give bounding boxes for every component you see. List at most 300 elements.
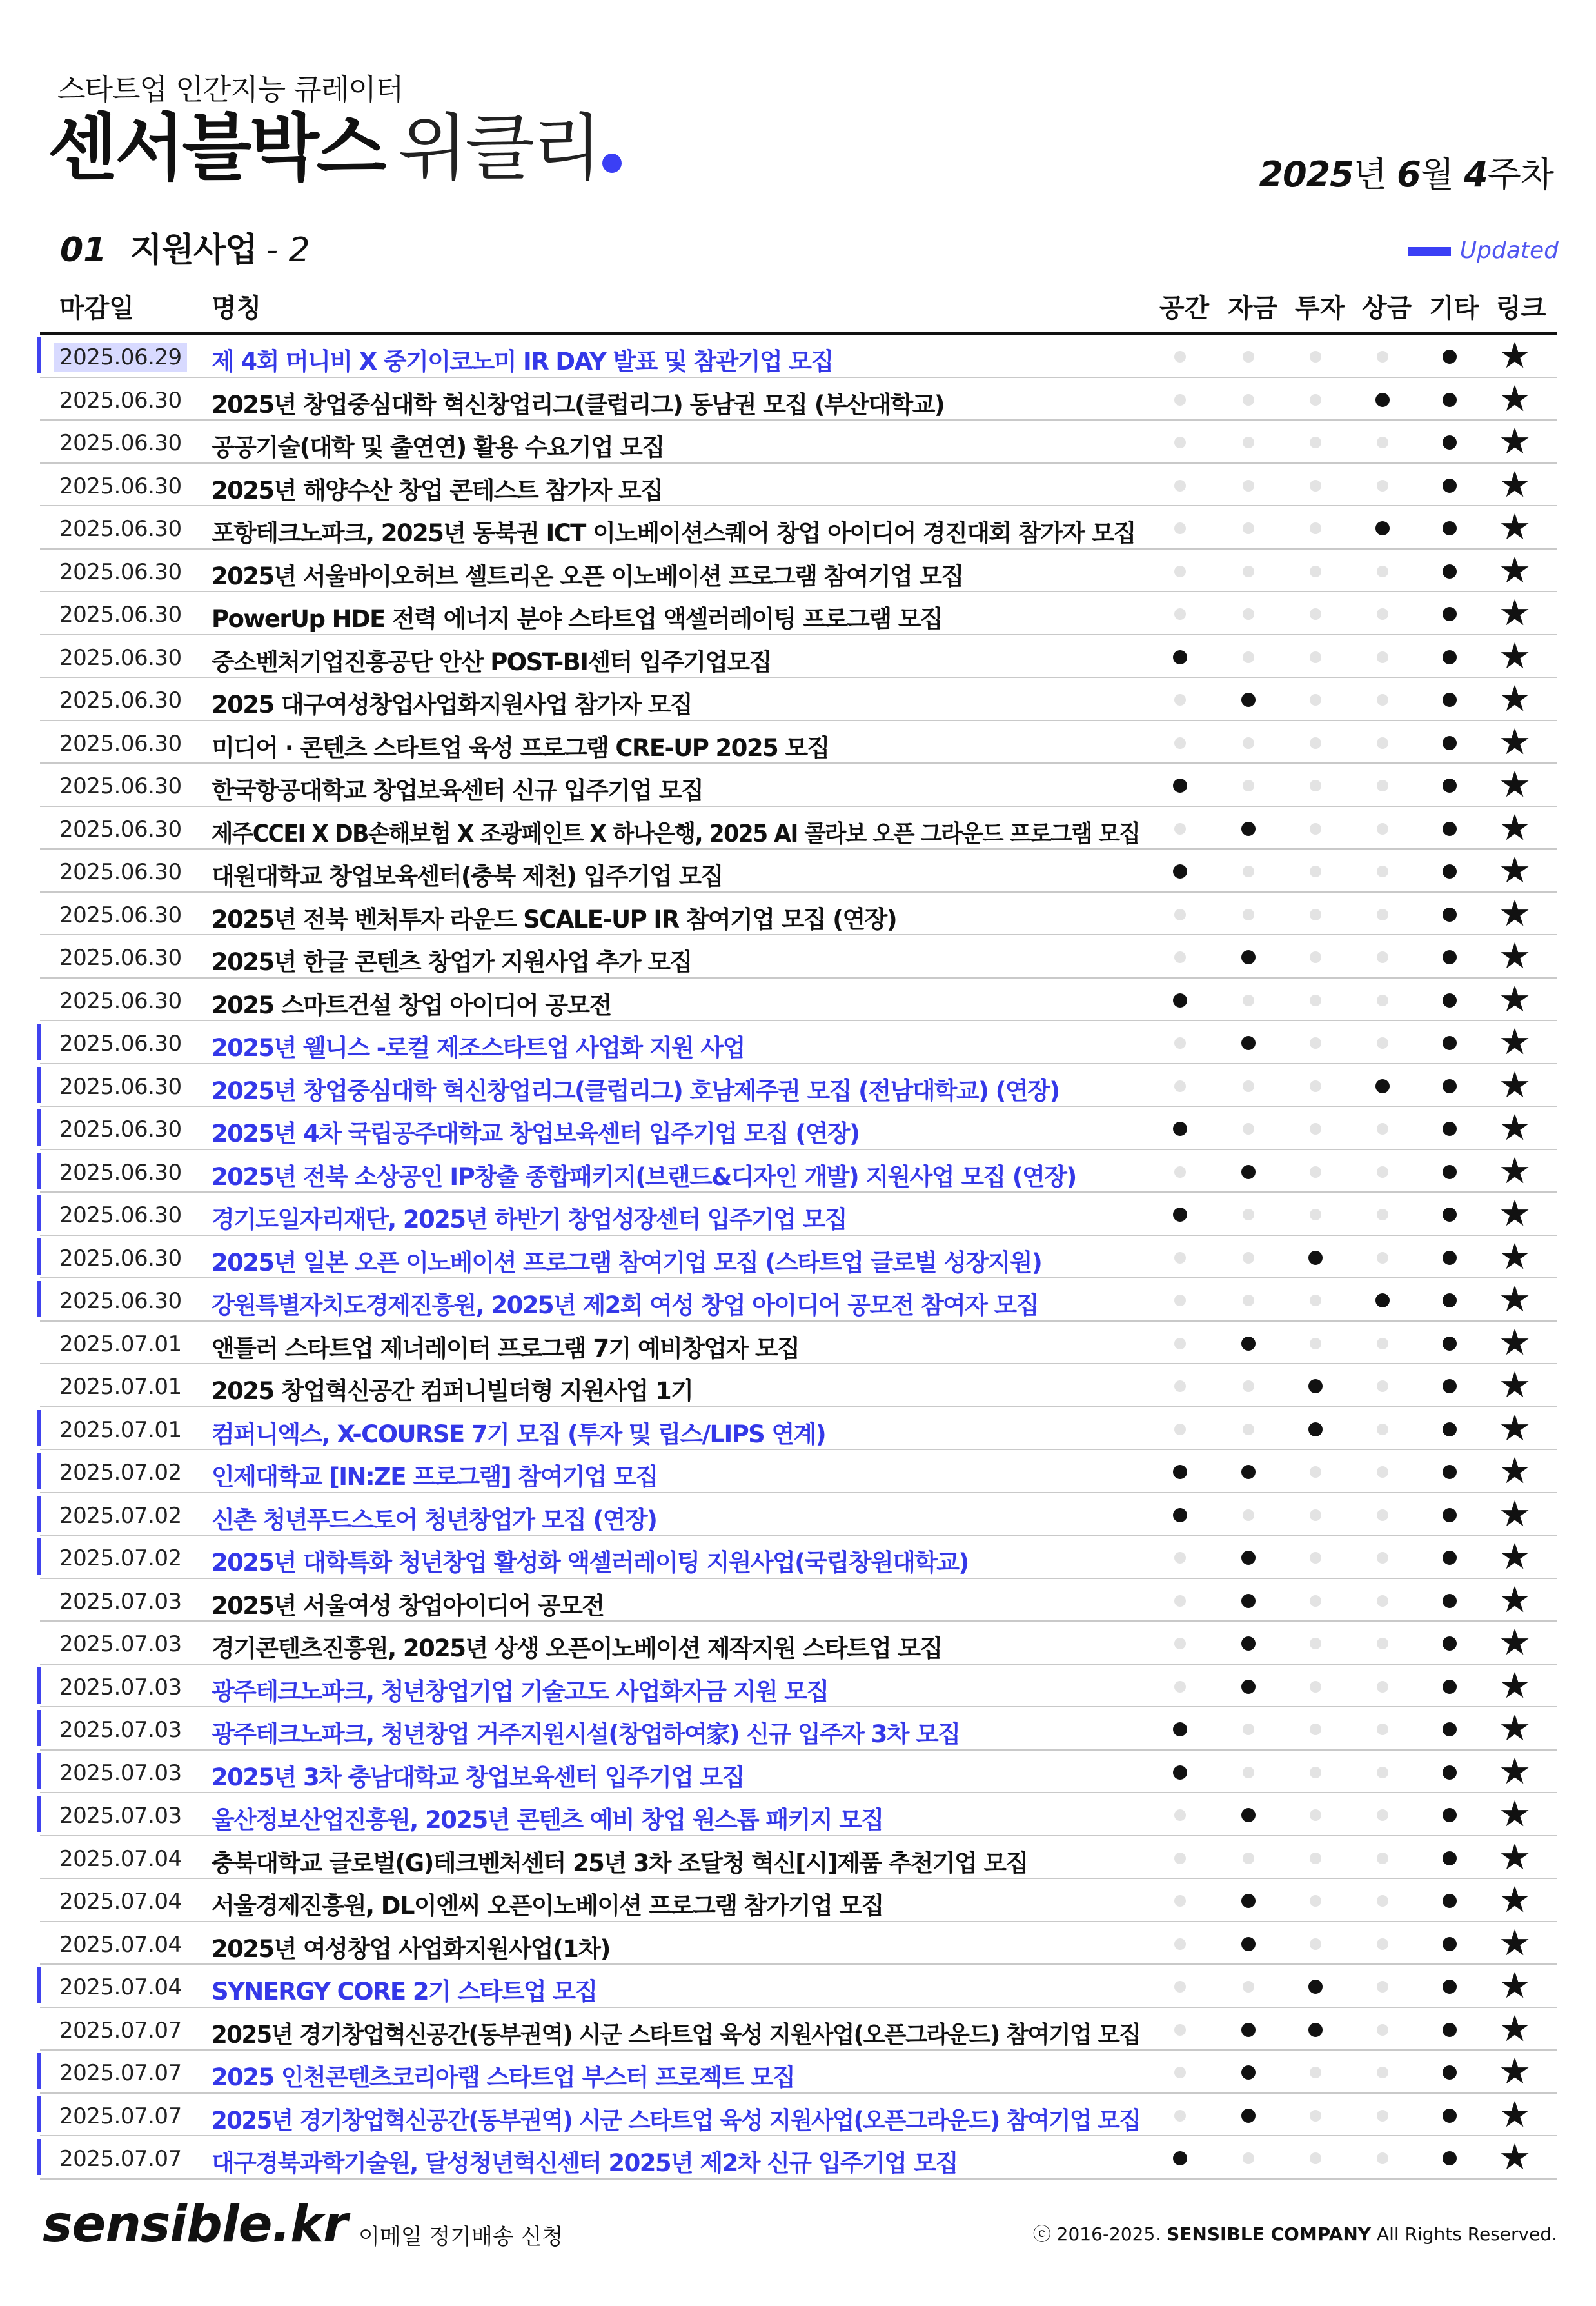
row-deadline: 2025.07.04 [59, 1845, 182, 1872]
flag-other-dot [1443, 1036, 1457, 1050]
row-deadline: 2025.06.30 [59, 644, 182, 671]
table-row [40, 1622, 1557, 1665]
row-deadline: 2025.06.30 [59, 430, 182, 456]
flag-other-dot [1443, 1765, 1457, 1780]
updated-label: Updated [1459, 237, 1559, 264]
row-deadline: 2025.07.04 [59, 1974, 182, 2000]
flag-funding-dot [1243, 866, 1254, 877]
flag-investment-dot [1310, 566, 1321, 577]
row-deadline: 2025.06.30 [59, 773, 182, 799]
row-deadline: 2025.06.30 [59, 688, 182, 713]
link-star-icon[interactable]: ★ [1499, 1493, 1532, 1535]
row-title[interactable]: 신촌 청년푸드스토어 청년창업가 모집 (연장) [212, 1506, 657, 1534]
flag-other-dot [1443, 1165, 1457, 1179]
link-star-icon[interactable]: ★ [1499, 1450, 1532, 1492]
flag-investment-dot [1310, 1853, 1321, 1864]
flag-prize-dot [1377, 1037, 1388, 1049]
link-star-icon[interactable]: ★ [1499, 1578, 1532, 1621]
table-row [40, 1064, 1557, 1108]
flag-investment-dot [1310, 694, 1321, 706]
flag-space-dot [1174, 823, 1186, 835]
flag-prize-dot [1377, 2152, 1388, 2164]
row-title[interactable]: 한국항공대학교 창업보육센터 신규 입주기업 모집 [212, 777, 704, 804]
flag-investment-dot [1310, 1123, 1321, 1135]
link-star-icon[interactable]: ★ [1499, 1235, 1532, 1278]
row-title[interactable]: 대구경북과학기술원, 달성청년혁신센터 2025년 제2차 신규 입주기업 모집 [212, 2149, 958, 2177]
row-title[interactable]: 2025년 한글 콘텐츠 창업가 지원사업 추가 모집 [212, 948, 692, 976]
row-title[interactable]: 경기도일자리재단, 2025년 하반기 창업성장센터 입주기업 모집 [212, 1206, 847, 1233]
flag-funding-dot [1243, 351, 1254, 363]
flag-space-dot [1174, 951, 1186, 963]
flag-prize-dot [1377, 737, 1388, 749]
row-title[interactable]: 2025년 경기창업혁신공간(동부권역) 시군 스타트업 육성 지원사업(오픈그라운드) 참여기업 모집 [212, 2020, 1141, 2049]
flag-funding-dot [1243, 1252, 1254, 1264]
flag-funding-dot [1241, 1551, 1256, 1565]
updated-bar-icon [1408, 247, 1451, 256]
row-title[interactable]: 중소벤처기업진흥공단 안산 POST-BI센터 입주기업모집 [212, 648, 771, 676]
flag-funding-dot [1243, 909, 1254, 920]
flag-investment-dot [1308, 2023, 1323, 2037]
row-deadline: 2025.06.30 [59, 602, 182, 628]
link-star-icon[interactable]: ★ [1499, 1707, 1532, 1749]
row-deadline: 2025.06.29 [54, 343, 187, 372]
flag-investment-dot [1310, 480, 1321, 492]
flag-other-dot [1443, 779, 1457, 793]
col-deadline: 마감일 [59, 293, 134, 323]
flag-prize-dot [1375, 393, 1390, 407]
flag-other-dot [1443, 1508, 1457, 1522]
flag-space-dot [1174, 437, 1186, 448]
flag-funding-dot [1241, 2023, 1256, 2037]
row-title[interactable]: 2025년 경기창업혁신공간(동부권역) 시군 스타트업 육성 지원사업(오픈그라운드) 참여기업 모집 [212, 2106, 1141, 2134]
row-deadline: 2025.06.30 [59, 1245, 182, 1271]
flag-space-dot [1174, 2067, 1186, 2078]
flag-investment-dot [1310, 1938, 1321, 1950]
row-title[interactable]: 광주테크노파크, 청년창업 거주지원시설(창업하여家) 신규 입주자 3차 모집 [212, 1720, 960, 1748]
flag-funding-dot [1243, 1767, 1254, 1778]
flag-prize-dot [1377, 866, 1388, 877]
flag-space-dot [1173, 1122, 1187, 1136]
link-star-icon[interactable]: ★ [1499, 635, 1532, 677]
row-title[interactable]: 2025년 4차 국립공주대학교 창업보육센터 입주기업 모집 (연장) [212, 1120, 860, 1148]
flag-space-dot [1174, 1080, 1186, 1092]
flag-prize-dot [1377, 1209, 1388, 1220]
flag-investment-dot [1310, 1509, 1321, 1521]
row-title[interactable]: 2025년 전북 소상공인 IP창출 종합패키지(브랜드&디자인 개발) 지원사업 모집 (연장) [212, 1162, 1076, 1191]
row-title[interactable]: 대원대학교 창업보육센터(충북 제천) 입주기업 모집 [212, 862, 723, 890]
table-row [40, 506, 1557, 550]
flag-prize-dot [1377, 1895, 1388, 1907]
row-title[interactable]: SYNERGY CORE 2기 스타트업 모집 [212, 1978, 597, 2005]
flag-investment-dot [1310, 1638, 1321, 1649]
flag-other-dot [1443, 1636, 1457, 1651]
flag-space-dot [1174, 1681, 1186, 1693]
flag-other-dot [1443, 350, 1457, 364]
link-star-icon[interactable]: ★ [1499, 2007, 1532, 2050]
link-star-icon[interactable]: ★ [1499, 592, 1532, 634]
link-star-icon[interactable]: ★ [1499, 892, 1532, 935]
flag-investment-dot [1310, 437, 1321, 448]
row-deadline: 2025.06.30 [59, 945, 182, 971]
link-star-icon[interactable]: ★ [1499, 1064, 1532, 1106]
flag-other-dot [1443, 2023, 1457, 2037]
link-star-icon[interactable]: ★ [1499, 678, 1532, 720]
table-row [40, 1107, 1557, 1150]
flag-other-dot [1443, 864, 1457, 879]
table-row [40, 678, 1557, 721]
row-title[interactable]: 강원특별자치도경제진흥원, 2025년 제2회 여성 창업 아이디어 공모전 참여자 모집 [212, 1291, 1038, 1319]
flag-prize-dot [1377, 780, 1388, 791]
flag-space-dot [1174, 1809, 1186, 1821]
updated-marker [37, 1410, 41, 1446]
table-row [40, 1922, 1557, 1965]
link-star-icon[interactable]: ★ [1499, 421, 1532, 462]
updated-marker [37, 1967, 41, 2003]
flag-other-dot [1443, 1251, 1457, 1265]
row-title[interactable]: 서울경제진흥원, DL이엔씨 오픈이노베이션 프로그램 참가기업 모집 [212, 1892, 883, 1920]
row-deadline: 2025.06.30 [59, 387, 182, 413]
link-star-icon[interactable]: ★ [1499, 506, 1532, 548]
flag-space-dot [1173, 1722, 1187, 1736]
row-title[interactable]: 울산정보산업진흥원, 2025년 콘텐츠 예비 창업 원스톱 패키지 모집 [212, 1806, 883, 1834]
link-star-icon[interactable]: ★ [1499, 2136, 1532, 2178]
table-row [40, 1707, 1557, 1751]
flag-other-dot [1443, 564, 1457, 579]
link-star-icon[interactable]: ★ [1499, 935, 1532, 977]
link-star-icon[interactable]: ★ [1499, 2051, 1532, 2092]
brand-logo[interactable]: sensible.kr [43, 2196, 348, 2254]
row-title[interactable]: 미디어 · 콘텐츠 스타트업 육성 프로그램 CRE-UP 2025 모집 [212, 733, 829, 762]
link-star-icon[interactable]: ★ [1499, 1664, 1532, 1707]
flag-space-dot [1174, 522, 1186, 534]
flag-other-dot [1443, 1379, 1457, 1393]
row-deadline: 2025.07.07 [59, 2060, 182, 2086]
link-star-icon[interactable]: ★ [1499, 721, 1532, 763]
flag-other-dot [1443, 1722, 1457, 1736]
flag-space-dot [1173, 1765, 1187, 1780]
table-row [40, 550, 1557, 593]
flag-other-dot [1443, 1851, 1457, 1865]
row-deadline: 2025.06.30 [59, 559, 182, 585]
flag-funding-dot [1241, 1937, 1256, 1951]
week-label [1259, 147, 1553, 197]
flag-investment-dot [1310, 1809, 1321, 1821]
link-star-icon[interactable]: ★ [1499, 1836, 1532, 1878]
link-star-icon[interactable]: ★ [1499, 978, 1532, 1020]
flag-funding-dot [1243, 1424, 1254, 1435]
flag-other-dot [1443, 1937, 1457, 1951]
flag-prize-dot [1377, 1338, 1388, 1349]
updated-marker [37, 337, 41, 373]
flag-space-dot [1174, 1338, 1186, 1349]
row-title[interactable]: 충북대학교 글로벌(G)테크벤처센터 25년 3차 조달청 혁신[시]제품 추천기업 모집 [212, 1849, 1028, 1877]
flag-prize-dot [1377, 2110, 1388, 2122]
updated-marker [37, 1496, 41, 1532]
row-deadline: 2025.06.30 [59, 859, 182, 885]
flag-prize-dot [1377, 437, 1388, 448]
link-star-icon[interactable]: ★ [1499, 1922, 1532, 1964]
link-star-icon[interactable]: ★ [1499, 1407, 1532, 1449]
row-title[interactable]: 2025년 웰니스 -로컬 제조스타트업 사업화 지원 사업 [212, 1034, 745, 1062]
table-row [40, 979, 1557, 1022]
row-title[interactable]: 2025년 전북 벤처투자 라운드 SCALE-UP IR 참여기업 모집 (연장) [212, 905, 897, 933]
updated-marker [37, 1024, 41, 1060]
table-row [40, 1407, 1557, 1451]
updated-marker [37, 2139, 41, 2175]
week-number-unit: 주차 [1487, 154, 1553, 195]
flag-funding-dot [1241, 1337, 1256, 1351]
updated-marker [37, 1538, 41, 1575]
link-star-icon[interactable]: ★ [1499, 463, 1532, 506]
flag-prize-dot [1377, 1509, 1388, 1521]
table-header [40, 284, 1557, 335]
copyright-rights: All Rights Reserved. [1376, 2223, 1557, 2245]
table-row [40, 1836, 1557, 1880]
flag-other-dot [1443, 521, 1457, 535]
row-deadline: 2025.07.03 [59, 1674, 182, 1700]
flag-prize-dot [1375, 1293, 1390, 1307]
row-title[interactable]: 2025년 창업중심대학 혁신창업리그(클럽리그) 호남제주권 모집 (전남대학교) (연장) [212, 1077, 1059, 1105]
flag-investment-dot [1310, 1681, 1321, 1693]
flag-space-dot [1174, 608, 1186, 620]
flag-funding-dot [1243, 995, 1254, 1006]
flag-other-dot [1443, 1293, 1457, 1307]
flag-investment-dot [1310, 1037, 1321, 1049]
flag-investment-dot [1310, 394, 1321, 406]
updated-marker [37, 1667, 41, 1704]
copyright-company: SENSIBLE COMPANY [1167, 2223, 1372, 2245]
flag-investment-dot [1310, 1595, 1321, 1607]
table-row [40, 378, 1557, 421]
row-title[interactable]: 2025 대구여성창업사업화지원사업 참가자 모집 [212, 691, 692, 719]
col-title: 명칭 [212, 293, 262, 323]
flag-investment-dot [1310, 1724, 1321, 1735]
table-row [40, 635, 1557, 679]
flag-other-dot [1443, 1551, 1457, 1565]
link-star-icon[interactable]: ★ [1499, 2093, 1532, 2136]
row-deadline: 2025.07.07 [59, 2017, 182, 2043]
flag-prize-dot [1377, 694, 1388, 706]
table-row [40, 1751, 1557, 1794]
table-row [40, 1579, 1557, 1622]
row-title[interactable]: 컴퍼니엑스, X-COURSE 7기 모집 (투자 및 립스/LIPS 연계) [212, 1420, 826, 1448]
row-deadline: 2025.07.03 [59, 1803, 182, 1829]
table-row [40, 807, 1557, 850]
flag-funding-dot [1241, 1808, 1256, 1822]
row-title[interactable]: 제주CCEI X DB손해보험 X 조광페인트 X 하나은행, 2025 AI 콜라보 오픈 그라운드 프로그램 모집 [212, 819, 1140, 848]
row-title[interactable]: 2025년 대학특화 청년창업 활성화 액셀러레이팅 지원사업(국립창원대학교) [212, 1549, 969, 1576]
row-deadline: 2025.06.30 [59, 1073, 182, 1100]
row-deadline: 2025.07.02 [59, 1460, 182, 1486]
link-star-icon[interactable]: ★ [1499, 850, 1532, 891]
link-star-icon[interactable]: ★ [1499, 1879, 1532, 1921]
flag-prize-dot [1377, 1380, 1388, 1392]
link-star-icon[interactable]: ★ [1499, 1965, 1532, 2007]
flag-funding-dot [1243, 1380, 1254, 1392]
row-deadline: 2025.07.07 [59, 2146, 182, 2172]
flag-funding-dot [1243, 1209, 1254, 1220]
table-row [40, 421, 1557, 464]
header-subtitle: 스타트업 인간지능 큐레이터 [57, 72, 404, 106]
link-star-icon[interactable]: ★ [1499, 1622, 1532, 1664]
link-star-icon[interactable]: ★ [1499, 1278, 1532, 1320]
flag-funding-dot [1243, 566, 1254, 577]
row-deadline: 2025.07.03 [59, 1717, 182, 1743]
row-deadline: 2025.07.02 [59, 1546, 182, 1571]
row-deadline: 2025.07.04 [59, 1931, 182, 1958]
flag-investment-dot [1310, 1338, 1321, 1349]
link-star-icon[interactable]: ★ [1499, 1021, 1532, 1063]
section-part: - 2 [266, 231, 310, 270]
table-row [40, 1793, 1557, 1836]
subscribe-link[interactable]: 이메일 정기배송 신청 [359, 2224, 564, 2250]
flag-space-dot [1174, 1252, 1186, 1264]
table-row [40, 764, 1557, 807]
row-title[interactable]: 공공기술(대학 및 출연연) 활용 수요기업 모집 [212, 433, 664, 461]
table-row [40, 893, 1557, 936]
flag-investment-dot [1310, 1295, 1321, 1306]
week-month: 6 [1397, 154, 1421, 195]
link-star-icon[interactable]: ★ [1499, 549, 1532, 591]
table-row [40, 1450, 1557, 1493]
flag-prize-dot [1377, 995, 1388, 1006]
flag-other-dot [1443, 1079, 1457, 1093]
flag-space-dot [1174, 1424, 1186, 1435]
flag-space-dot [1174, 1938, 1186, 1950]
flag-investment-dot [1310, 1895, 1321, 1907]
row-title[interactable]: 포항테크노파크, 2025년 동북권 ICT 이노베이션스퀘어 창업 아이디어 경진대회 참가자 모집 [212, 519, 1136, 547]
col-investment: 투자 [1295, 293, 1345, 323]
row-title[interactable]: 2025 스마트건설 창업 아이디어 공모전 [212, 991, 611, 1019]
flag-funding-dot [1243, 394, 1254, 406]
flag-space-dot [1174, 1380, 1186, 1392]
flag-space-dot [1174, 1981, 1186, 1993]
flag-investment-dot [1310, 1080, 1321, 1092]
flag-other-dot [1443, 1337, 1457, 1351]
link-star-icon[interactable]: ★ [1499, 764, 1532, 806]
flag-funding-dot [1241, 1636, 1256, 1651]
link-star-icon[interactable]: ★ [1499, 1793, 1532, 1835]
row-deadline: 2025.06.30 [59, 516, 182, 542]
row-deadline: 2025.06.30 [59, 1117, 182, 1142]
row-title[interactable]: 제 4회 머니비 X 중기이코노미 IR DAY 발표 및 참관기업 모집 [212, 348, 833, 375]
flag-funding-dot [1243, 1123, 1254, 1135]
link-star-icon[interactable]: ★ [1499, 1107, 1532, 1149]
flag-space-dot [1174, 1037, 1186, 1049]
flag-funding-dot [1243, 437, 1254, 448]
flag-prize-dot [1377, 1123, 1388, 1135]
link-star-icon[interactable]: ★ [1499, 1149, 1532, 1192]
link-star-icon[interactable]: ★ [1499, 1536, 1532, 1578]
link-star-icon[interactable]: ★ [1499, 377, 1532, 420]
row-deadline: 2025.07.03 [59, 1760, 182, 1786]
row-title[interactable]: 2025 창업혁신공간 컴퍼니빌더형 지원사업 1기 [212, 1377, 693, 1405]
flag-investment-dot [1310, 2152, 1321, 2164]
flag-prize-dot [1377, 1166, 1388, 1178]
flag-prize-dot [1377, 1552, 1388, 1564]
row-title[interactable]: 2025년 해양수산 창업 콘테스트 참가자 모집 [212, 476, 663, 504]
row-title[interactable]: 인제대학교 [IN:ZE 프로그램] 참여기업 모집 [212, 1463, 658, 1491]
table-row [40, 1364, 1557, 1407]
flag-space-dot [1174, 1295, 1186, 1306]
flag-funding-dot [1243, 522, 1254, 534]
table-row [40, 1193, 1557, 1236]
flag-other-dot [1443, 2109, 1457, 2123]
row-title[interactable]: 2025년 서울바이오허브 셀트리온 오픈 이노베이션 프로그램 참여기업 모집 [212, 562, 963, 590]
flag-prize-dot [1377, 1595, 1388, 1607]
flag-funding-dot [1243, 1295, 1254, 1306]
row-title[interactable]: 2025년 일본 오픈 이노베이션 프로그램 참여기업 모집 (스타트업 글로벌 성장지원) [212, 1248, 1042, 1277]
flag-space-dot [1173, 1208, 1187, 1222]
table-row [40, 592, 1557, 635]
flag-other-dot [1443, 479, 1457, 493]
table-row [40, 1879, 1557, 1922]
copyright-years: ⓒ 2016-2025. [1032, 2223, 1161, 2245]
updated-marker [37, 1710, 41, 1746]
table-row [40, 2008, 1557, 2051]
link-star-icon[interactable]: ★ [1499, 1364, 1532, 1406]
link-star-icon[interactable]: ★ [1499, 1750, 1532, 1793]
row-title[interactable]: 광주테크노파크, 청년창업기업 기술고도 사업화자금 지원 모집 [212, 1677, 829, 1705]
row-title[interactable]: 2025 인천콘텐츠코리아랩 스타트업 부스터 프로젝트 모집 [212, 2063, 795, 2091]
table-row [40, 850, 1557, 893]
flag-prize-dot [1377, 823, 1388, 835]
row-title[interactable]: 경기콘텐츠진흥원, 2025년 상생 오픈이노베이션 제작지원 스타트업 모집 [212, 1635, 942, 1662]
program-list [40, 335, 1557, 2180]
row-title[interactable]: 앤틀러 스타트업 제너레이터 프로그램 7기 예비창업자 모집 [212, 1334, 800, 1362]
row-title[interactable]: PowerUp HDE 전력 에너지 분야 스타트업 액셀러레이팅 프로그램 모집 [212, 605, 943, 633]
flag-other-dot [1443, 1422, 1457, 1436]
flag-funding-dot [1241, 1894, 1256, 1908]
flag-other-dot [1443, 393, 1457, 407]
section-name: 지원사업 [130, 231, 257, 270]
flag-investment-dot [1310, 2110, 1321, 2122]
row-title[interactable]: 2025년 서울여성 창업아이디어 공모전 [212, 1591, 604, 1620]
flag-space-dot [1174, 480, 1186, 492]
week-year: 2025 [1259, 154, 1354, 195]
flag-funding-dot [1243, 2152, 1254, 2164]
row-title[interactable]: 2025년 창업중심대학 혁신창업리그(클럽리그) 동남권 모집 (부산대학교) [212, 390, 945, 419]
row-title[interactable]: 2025년 3차 충남대학교 창업보육센터 입주기업 모집 [212, 1763, 744, 1791]
flag-space-dot [1174, 1638, 1186, 1649]
updated-marker [37, 1238, 41, 1275]
flag-prize-dot [1377, 480, 1388, 492]
link-star-icon[interactable]: ★ [1499, 1193, 1532, 1235]
table-row [40, 1278, 1557, 1322]
flag-investment-dot [1310, 780, 1321, 791]
link-star-icon[interactable]: ★ [1499, 335, 1532, 377]
flag-prize-dot [1377, 608, 1388, 620]
col-link: 링크 [1496, 293, 1546, 323]
row-deadline: 2025.07.07 [59, 2103, 182, 2129]
flag-prize-dot [1377, 1724, 1388, 1735]
flag-prize-dot [1377, 651, 1388, 663]
flag-funding-dot [1243, 651, 1254, 663]
link-star-icon[interactable]: ★ [1499, 1321, 1532, 1364]
flag-funding-dot [1243, 780, 1254, 791]
flag-space-dot [1173, 779, 1187, 793]
title-weekly: 위클리 [397, 106, 600, 190]
flag-space-dot [1174, 1895, 1186, 1907]
flag-space-dot [1173, 650, 1187, 664]
flag-other-dot [1443, 1122, 1457, 1136]
flag-investment-dot [1310, 823, 1321, 835]
flag-investment-dot [1310, 1466, 1321, 1478]
flag-investment-dot [1310, 2067, 1321, 2078]
flag-prize-dot [1377, 1809, 1388, 1821]
link-star-icon[interactable]: ★ [1499, 806, 1532, 849]
row-title[interactable]: 2025년 여성창업 사업화지원사업(1차) [212, 1934, 610, 1963]
